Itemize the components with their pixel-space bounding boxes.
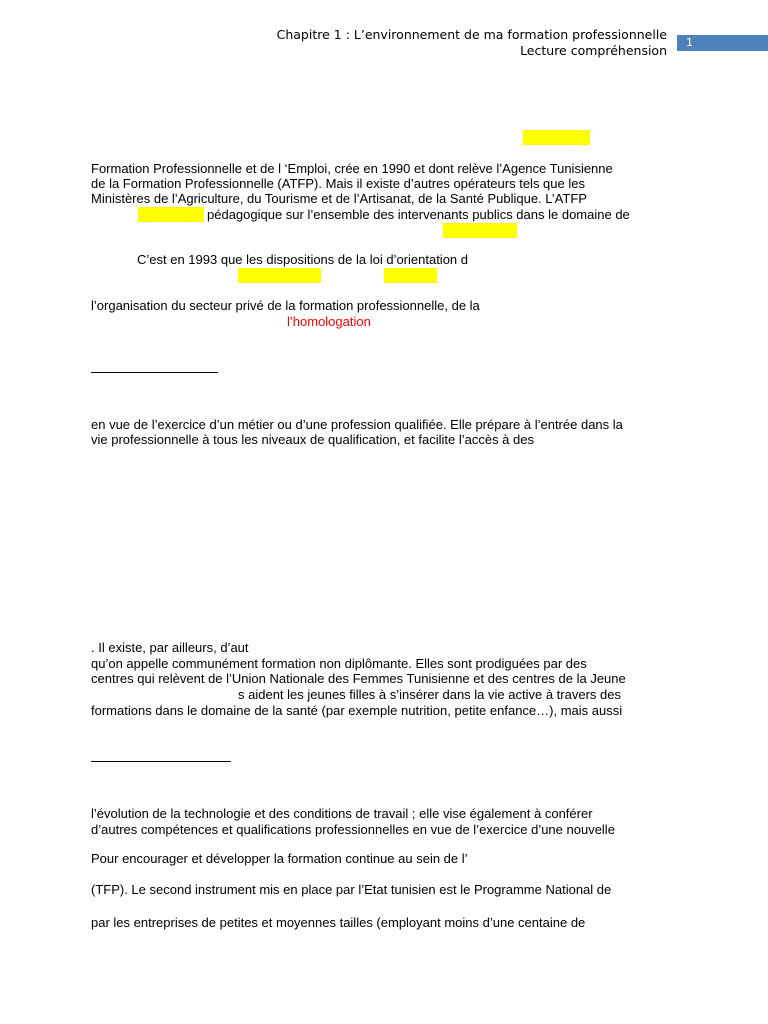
highlight-mark — [443, 223, 517, 238]
text-line: (TFP). Le second instrument mis en place par l’Etat tunisien est le Programme National de — [91, 882, 612, 897]
text-line: C’est en 1993 que les dispositions de la loi d’orientation d — [137, 252, 468, 267]
text-line: de la Formation Professionnelle (ATFP). Mais il existe d’autres opérateurs tels que les — [91, 176, 585, 191]
highlight-mark — [138, 207, 204, 222]
text-line: pédagogique sur l’ensemble des intervenants publics dans le domaine de — [207, 207, 630, 222]
text-line: en vue de l’exercice d’un métier ou d’une profession qualifiée. Elle prépare à l’entrée dans la — [91, 417, 623, 432]
text-line: l’évolution de la technologie et des conditions de travail ; elle vise également à conférer — [91, 806, 593, 821]
text-line: formations dans le domaine de la santé (par exemple nutrition, petite enfance…), mais aussi — [91, 703, 623, 718]
footnote-rule — [91, 372, 218, 373]
highlight-mark — [523, 130, 590, 145]
section-subtitle: Lecture compréhension — [520, 43, 667, 58]
page-number: 1 — [686, 36, 693, 49]
page-number-badge — [677, 35, 768, 51]
text-line: . Il existe, par ailleurs, d’aut — [91, 640, 249, 655]
footnote-rule — [91, 761, 231, 762]
text-line: vie professionnelle à tous les niveaux de qualification, et facilite l’accès à des — [91, 432, 534, 447]
text-line: d’autres compétences et qualifications professionnelles en vue de l’exercice d’une nouvelle — [91, 822, 615, 837]
chapter-title: Chapitre 1 : L’environnement de ma formation professionnelle — [276, 27, 667, 42]
text-line: l’organisation du secteur privé de la formation professionnelle, de la — [91, 298, 480, 313]
text-line: par les entreprises de petites et moyennes tailles (employant moins d’une centaine de — [91, 915, 586, 930]
highlight-mark — [238, 268, 321, 283]
text-line: s aident les jeunes filles à s’insérer dans la vie active à travers des — [238, 687, 621, 702]
text-line: qu’on appelle communément formation non diplômante. Elles sont prodiguées par des — [91, 656, 587, 671]
text-line: Ministères de l’Agriculture, du Tourisme et de l’Artisanat, de la Santé Publique. L’ATFP — [91, 191, 587, 206]
text-line: centres qui relèvent de l’Union Nationale des Femmes Tunisienne et des centres de la Jeune — [91, 671, 626, 686]
text-line: Pour encourager et développer la formation continue au sein de l’ — [91, 851, 468, 866]
highlight-mark — [384, 268, 437, 283]
red-term: l’homologation — [287, 314, 371, 329]
text-line: Formation Professionnelle et de l ‘Emploi, crée en 1990 et dont relève l’Agence Tunisienne — [91, 161, 613, 176]
